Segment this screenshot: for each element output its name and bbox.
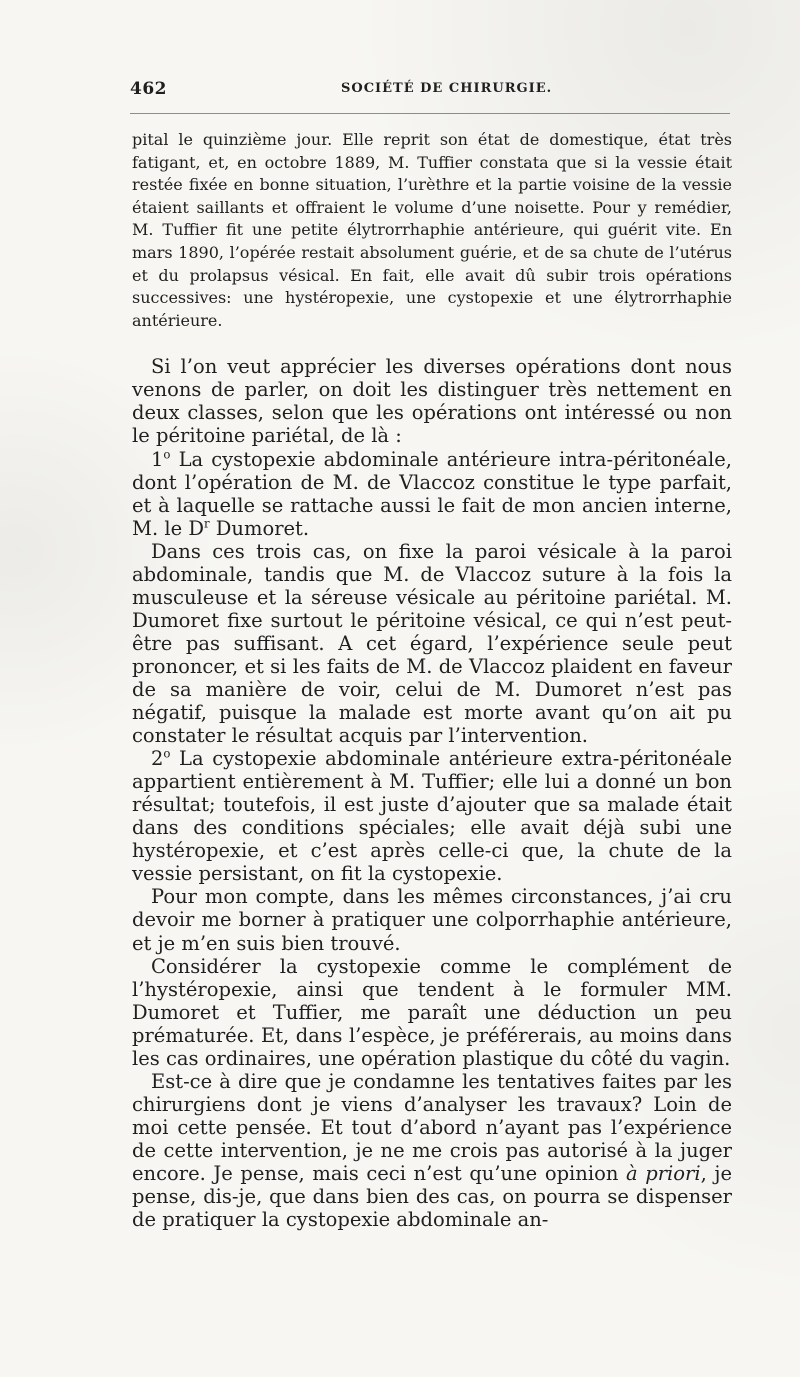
page-number: 462	[130, 79, 167, 99]
main-type-section	[132, 355, 732, 1231]
paragraph-intraperitoneal	[132, 448, 732, 540]
ordinal-degree: o	[163, 746, 171, 761]
small-type-paragraph: pital le quinzième jour. Elle reprit son état de domestique, état très fatigant, et, en octobre 1889, M. Tuffier constata que si la vessie était restée fixée en bonne situation, l’urèthre et la partie voisine de la vessie étaient saillants et offraient le volume d’une noisette. Pour y remédier, M. Tuffier fit une petite élytrorrhaphie antérieure, qui guérit vite. En mars 1890, l’opérée restait absolument guérie, et de sa chute de l’utérus et du prolapsus vésical. En fait, elle avait dû subir trois opérations successives: une hystéropexie, une cystopexie et une élytrorrhaphie antérieure.	[132, 130, 732, 330]
paragraph-text: La cystopexie abdominale antérieure intra-péritonéale, dont l’opération de M. de Vlaccoz constitue le type parfait, et à laquelle se rattache aussi le fait de mon ancien interne, M. le D	[132, 447, 732, 540]
small-type-section	[132, 129, 732, 332]
page-header	[130, 79, 730, 99]
paragraph-text-end: Dumoret.	[209, 516, 310, 540]
paragraph-text-end: , je pense, dis-je, que dans bien des cas, on pourra se dispenser de pratiquer la cystopexie abdominale an-	[132, 1161, 733, 1232]
paragraph-complement: Considérer la cystopexie comme le complément de l’hystéropexie, ainsi que tendent à le formuler MM. Dumoret et Tuffier, me paraît une déduction un peu prématurée. Et, dans l’espèce, je préférerais, au moins dans les cas ordinaires, une opération plastique du côté du vagin.	[132, 954, 732, 1070]
page-body	[132, 129, 732, 1231]
running-head: SOCIÉTÉ DE CHIRURGIE.	[341, 81, 553, 96]
paragraph-opinion	[132, 1070, 732, 1231]
ordinal-degree: o	[163, 447, 171, 462]
header-rule	[130, 113, 730, 114]
doctor-abbreviation-suffix: r	[203, 516, 210, 531]
paragraph-extraperitoneal	[132, 747, 732, 885]
paragraph-number: 2	[151, 747, 164, 771]
paragraph-text: Est-ce à dire que je condamne les tentatives faites par les chirurgiens dont je viens d’analyser les travaux? Loin de moi cette pensée. Et tout d’abord n’ayant pas l’expérience de cette intervention, je ne me crois pas autorisé à la juger encore. Je pense, mais ceci n’est qu’une opinion	[132, 1069, 732, 1185]
paragraph-personal-account: Pour mon compte, dans les mêmes circonstances, j’ai cru devoir me borner à pratiquer une colporrhaphie antérieure, et je m’en suis bien trouvé.	[132, 885, 732, 955]
paragraph-number: 1	[151, 447, 164, 471]
paragraph-comparison: Dans ces trois cas, on fixe la paroi vésicale à la paroi abdominale, tandis que M. de Vlaccoz suture à la fois la musculeuse et la séreuse vésicale au péritoine pariétal. M. Dumoret fixe surtout le péritoine vésical, ce qui n’est peut-être pas suffisant. A cet égard, l’expérience seule peut prononcer, et si les faits de M. de Vlaccoz plaident en faveur de sa manière de voir, celui de M. Dumoret n’est pas négatif, puisque la malade est morte avant qu’on ait pu constater le résultat acquis par l’intervention.	[132, 539, 732, 748]
paragraph-classification: Si l’on veut apprécier les diverses opérations dont nous venons de parler, on doit les distinguer très nettement en deux classes, selon que les opérations ont intéressé ou non le péritoine pariétal, de là :	[132, 355, 732, 448]
italic-phrase: à priori	[626, 1161, 701, 1185]
paragraph-text: La cystopexie abdominale antérieure extra-péritonéale appartient entièrement à M. Tuffier; elle lui a donné un bon résultat; toutefois, il est juste d’ajouter que sa malade était dans des conditions spéciales; elle avait déjà subi une hystéropexie, et c’est après celle-ci que, la chute de la vessie persistant, on fit la cystopexie.	[132, 747, 732, 886]
